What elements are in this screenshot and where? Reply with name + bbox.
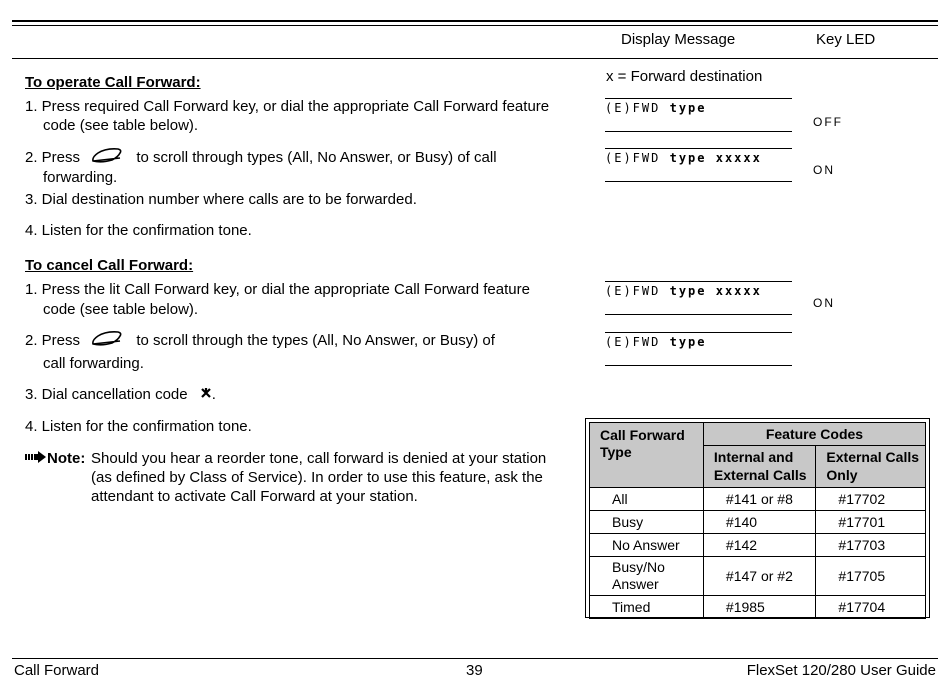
operate-led-2: ON — [813, 163, 835, 177]
note-line1: Should you hear a reorder tone, call forward is denied at your station — [91, 450, 547, 467]
feature-codes-table — [589, 422, 926, 619]
cell-internal-code: #140 — [703, 511, 816, 534]
operate-step4: 4. Listen for the confirmation tone. — [25, 222, 252, 239]
cancel-step1-line1: 1. Press the lit Call Forward key, or dial the appropriate Call Forward feature — [25, 281, 530, 298]
cell-internal-code: #1985 — [703, 596, 816, 619]
cancel-step3 — [25, 385, 216, 405]
cell-type: Timed — [590, 596, 704, 619]
operate-step2-line1 — [25, 147, 497, 169]
cell-type: Busy/No Answer — [590, 557, 704, 596]
display-line — [605, 281, 792, 282]
cell-type: No Answer — [590, 534, 704, 557]
cell-external-code: #17704 — [816, 596, 926, 619]
header-divider — [12, 58, 938, 59]
operate-step1-line1: 1. Press required Call Forward key, or dial the appropriate Call Forward feature — [25, 98, 550, 115]
display-type: type xxxxx — [669, 284, 762, 298]
operate-step2-lead: 2. Press — [25, 148, 81, 166]
operate-display-1 — [605, 101, 707, 115]
operate-step2-line2: forwarding. — [43, 169, 118, 186]
table-row — [590, 534, 926, 557]
cancel-display-1 — [605, 284, 762, 298]
col-header-feature-codes: Feature Codes — [703, 423, 925, 446]
note-label: Note: — [47, 450, 86, 467]
cancel-step2-lead: 2. Press — [25, 331, 81, 349]
display-prefix: (E)FWD — [605, 335, 661, 349]
display-prefix: (E)FWD — [605, 284, 661, 298]
display-message-header: Display Message — [621, 31, 736, 48]
table-row — [590, 488, 926, 511]
footer-rule — [12, 658, 938, 659]
cancel-led-1: ON — [813, 296, 835, 310]
operate-led-1: OFF — [813, 115, 843, 129]
note-line3: attendant to activate Call Forward at your station. — [91, 488, 418, 505]
operate-step2-rest: to scroll through types (All, No Answer, or Busy) of call — [136, 148, 497, 166]
cancel-step4: 4. Listen for the confirmation tone. — [25, 418, 252, 435]
cancel-step1-line2: code (see table below). — [43, 301, 199, 318]
cancel-step3-text: 3. Dial cancellation code — [25, 386, 188, 403]
cancel-heading: To cancel Call Forward: — [25, 257, 194, 274]
col-header-type: Call Forward Type — [590, 423, 704, 488]
top-rule-thin — [12, 25, 938, 26]
display-line — [605, 314, 792, 315]
scroll-key-icon — [90, 147, 124, 169]
cell-external-code: #17703 — [816, 534, 926, 557]
cell-type: Busy — [590, 511, 704, 534]
cell-external-code: #17702 — [816, 488, 926, 511]
display-line — [605, 365, 792, 366]
arrow-pointer-icon — [25, 450, 47, 468]
cancel-step2-line1 — [25, 330, 495, 352]
cancel-step2-line2: call forwarding. — [43, 355, 144, 372]
cell-type: All — [590, 488, 704, 511]
cancel-display-2 — [605, 335, 707, 349]
cell-internal-code: #141 or #8 — [703, 488, 816, 511]
cell-internal-code: #142 — [703, 534, 816, 557]
display-prefix: (E)FWD — [605, 101, 661, 115]
display-line — [605, 98, 792, 99]
scroll-key-icon — [90, 330, 124, 352]
cell-internal-code: #147 or #2 — [703, 557, 816, 596]
footer-guide-title: FlexSet 120/280 User Guide — [746, 662, 936, 679]
footer-page-number: 39 — [466, 662, 483, 679]
display-type: type — [669, 335, 707, 349]
display-line — [605, 148, 792, 149]
operate-display-2 — [605, 151, 762, 165]
table-row — [590, 596, 926, 619]
col-header-internal: Internal and External Calls — [703, 446, 816, 488]
note-line2: (as defined by Class of Service). In order to use this feature, ask the — [91, 469, 543, 486]
display-type: type xxxxx — [669, 151, 762, 165]
forward-destination-note: x = Forward destination — [606, 68, 763, 85]
feature-codes-table-frame — [585, 418, 930, 618]
operate-step3: 3. Dial destination number where calls are to be forwarded. — [25, 191, 417, 208]
table-row — [590, 511, 926, 534]
key-led-header: Key LED — [816, 31, 876, 48]
top-rule — [12, 20, 938, 22]
col-header-external: External Calls Only — [816, 446, 926, 488]
display-type: type — [669, 101, 707, 115]
star-key-icon — [200, 385, 212, 405]
cancel-step3-end: . — [211, 386, 216, 403]
cancel-step2-rest: to scroll through the types (All, No Answer, or Busy) of — [136, 331, 495, 349]
display-line — [605, 131, 792, 132]
display-line — [605, 181, 792, 182]
cell-external-code: #17705 — [816, 557, 926, 596]
display-line — [605, 332, 792, 333]
footer-section-title: Call Forward — [14, 662, 100, 679]
display-prefix: (E)FWD — [605, 151, 661, 165]
operate-heading: To operate Call Forward: — [25, 74, 201, 91]
table-row — [590, 557, 926, 596]
cell-external-code: #17701 — [816, 511, 926, 534]
operate-step1-line2: code (see table below). — [43, 117, 199, 134]
